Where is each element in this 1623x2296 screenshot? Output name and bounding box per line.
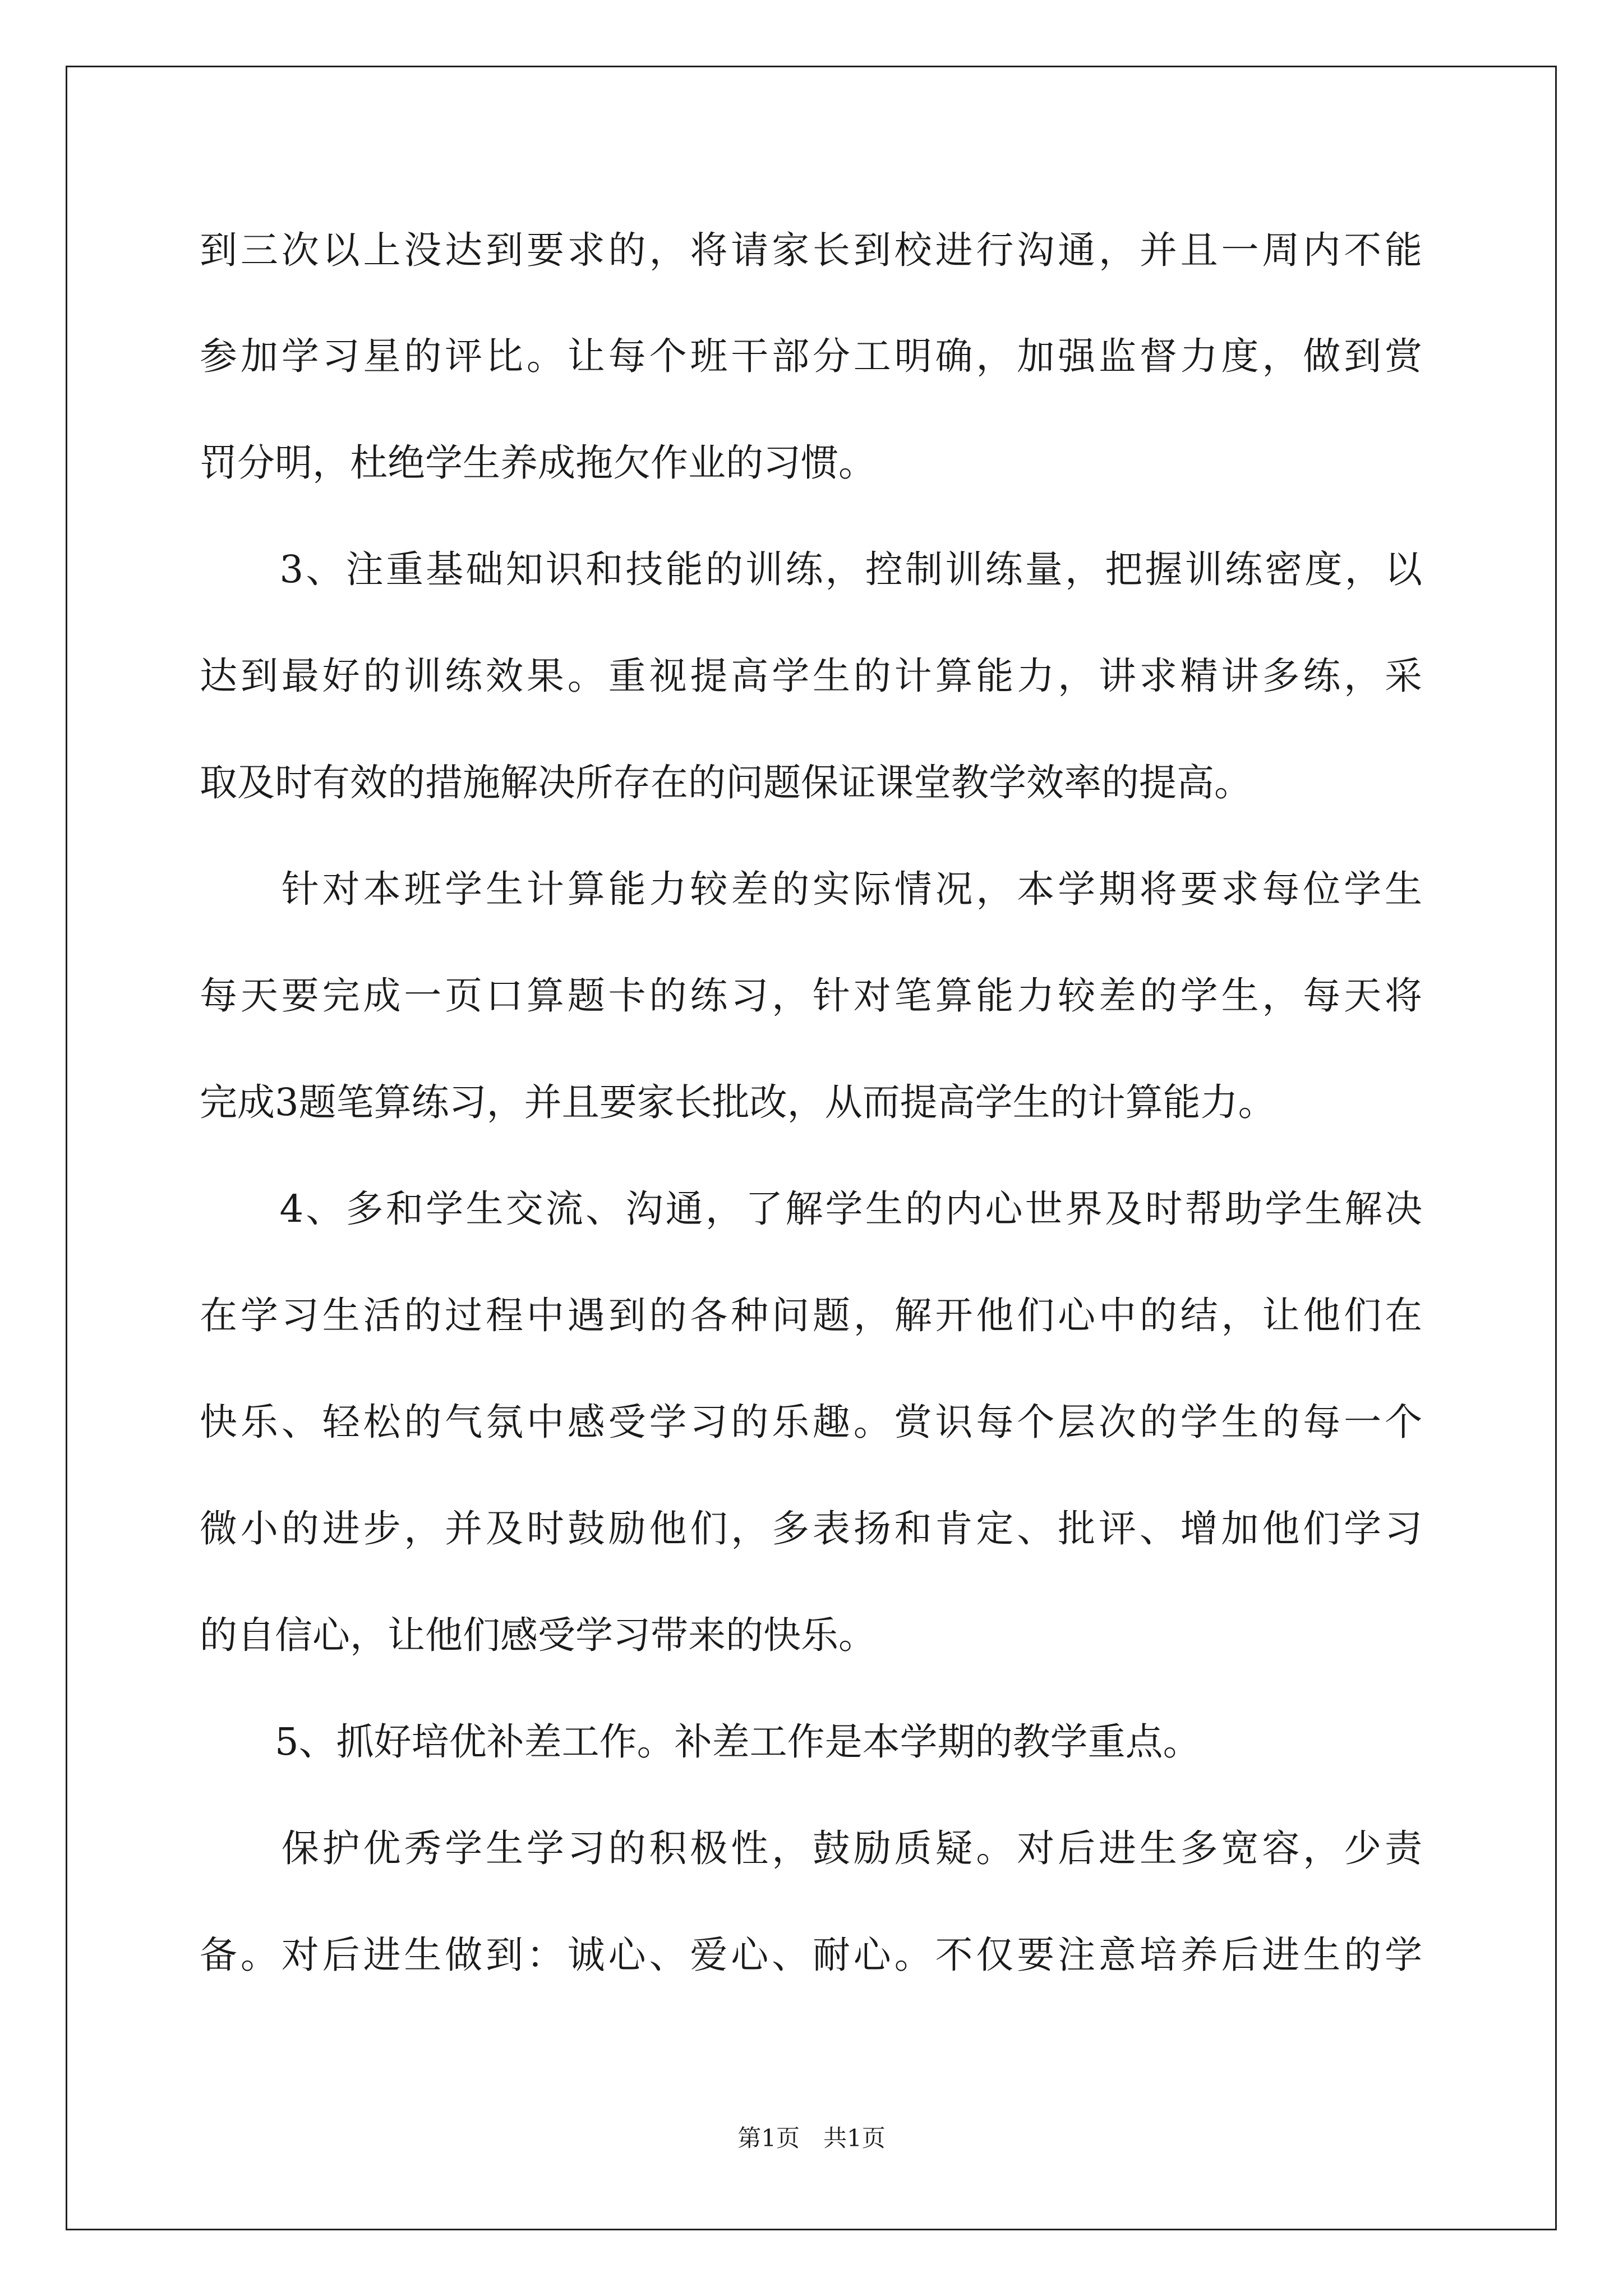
text-line: 保护优秀学生学习的积极性，鼓励质疑。对后进生多宽容，少责 bbox=[200, 1826, 1422, 1870]
text-line: 达到最好的训练效果。重视提高学生的计算能力，讲求精讲多练，采 bbox=[200, 654, 1422, 698]
text-line: 罚分明，杜绝学生养成拖欠作业的习惯。 bbox=[200, 441, 876, 485]
text-line: 3、注重基础知识和技能的训练，控制训练量，把握训练密度，以 bbox=[200, 547, 1422, 591]
text-line: 的自信心，让他们感受学习带来的快乐。 bbox=[200, 1613, 876, 1657]
text-line: 到三次以上没达到要求的，将请家长到校进行沟通，并且一周内不能 bbox=[200, 228, 1422, 272]
page-footer: 第1页 共1页 bbox=[737, 2124, 886, 2152]
text-line: 取及时有效的措施解决所存在的问题保证课堂教学效率的提高。 bbox=[200, 761, 1252, 804]
text-line: 微小的进步，并及时鼓励他们，多表扬和肯定、批评、增加他们学习 bbox=[200, 1507, 1422, 1550]
text-line: 快乐、轻松的气氛中感受学习的乐趣。赏识每个层次的学生的每一个 bbox=[200, 1400, 1422, 1444]
text-line: 在学习生活的过程中遇到的各种问题，解开他们心中的结，让他们在 bbox=[200, 1294, 1422, 1337]
text-line: 5、抓好培优补差工作。补差工作是本学期的教学重点。 bbox=[200, 1720, 1201, 1764]
text-line: 参加学习星的评比。让每个班干部分工明确，加强监督力度，做到赏 bbox=[200, 334, 1422, 378]
text-line: 针对本班学生计算能力较差的实际情况，本学期将要求每位学生 bbox=[200, 867, 1422, 911]
text-line: 备。对后进生做到：诚心、爱心、耐心。不仅要注意培养后进生的学 bbox=[200, 1933, 1422, 1977]
page-border bbox=[66, 66, 1557, 2230]
text-line: 每天要完成一页口算题卡的练习，针对笔算能力较差的学生，每天将 bbox=[200, 974, 1422, 1018]
text-line: 4、多和学生交流、沟通，了解学生的内心世界及时帮助学生解决 bbox=[200, 1187, 1422, 1231]
text-line: 完成3题笔算练习，并且要家长批改，从而提高学生的计算能力。 bbox=[200, 1080, 1276, 1124]
